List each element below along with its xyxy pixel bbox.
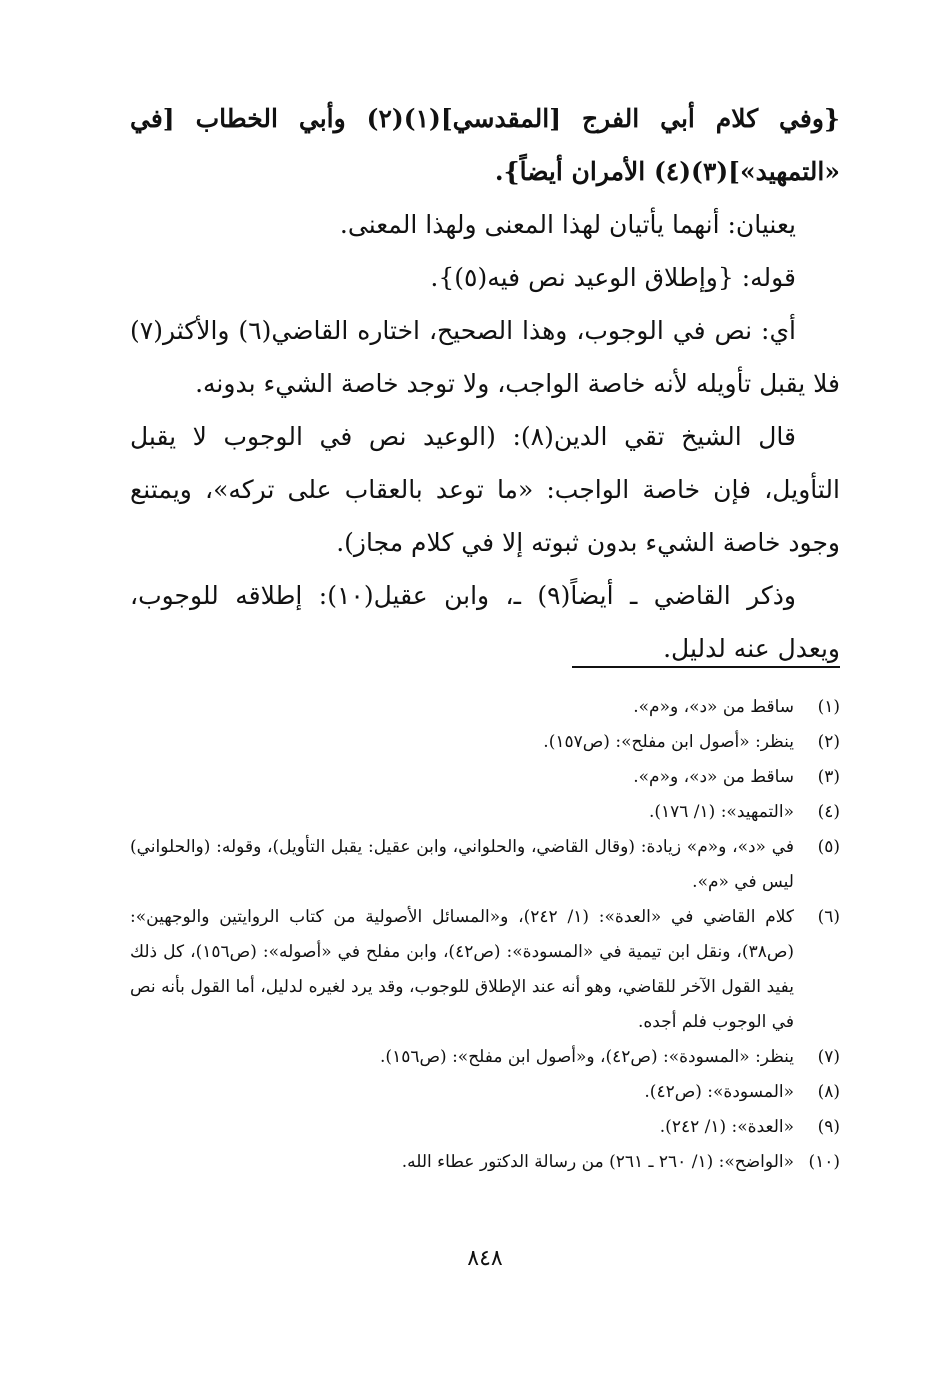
footnote-text: ساقط من «د»، و«م». <box>633 767 794 787</box>
footnote-text: «المسودة»: (ص٤٢). <box>644 1082 794 1102</box>
footnote-text: كلام القاضي في «العدة»: (١/ ٢٤٢)، و«المسائل الأصولية من كتاب الروايتين والوجهين»: (ص٣٨)، ونقل ابن تيمية في «المسودة»: (ص٤٢)، وابن مفلح في «أصوله»: (ص١٥٦)، كل ذلك يفيد القول الآخر للقاضي، وهو أنه عند الإطلاق للوجوب، وقد يرد لغيره لدليل، أما القول بأنه نص في الوجوب فلم أجده. <box>130 907 795 1032</box>
footnote-text: في «د»، و«م» زيادة: (وقال القاضي، والحلواني، وابن عقيل: يقبل التأويل)، وقوله: (والحلواني) ليس في «م». <box>130 837 794 892</box>
footnote-item <box>130 690 840 725</box>
footnote-separator <box>572 666 840 668</box>
footnote-text: «الواضح»: (١/ ٢٦٠ ـ ٢٦١) من رسالة الدكتور عطاء الله. <box>401 1152 794 1172</box>
footnote-item <box>130 1075 840 1110</box>
footnote-item <box>130 795 840 830</box>
footnote-item <box>130 1040 840 1075</box>
paragraph-5: قال الشيخ تقي الدين(٨): (الوعيد نص في الوجوب لا يقبل التأويل، فإن خاصة الواجب: «ما توعد بالعقاب على تركه»، ويمتنع وجود خاصة الشيء بدون ثبوته إلا في كلام مجاز). <box>130 422 840 557</box>
paragraph-2: يعنيان: أنهما يأتيان لهذا المعنى ولهذا المعنى. <box>339 210 796 239</box>
footnote-number: (٧) <box>817 1047 840 1067</box>
footnote-number: (١٠) <box>808 1152 840 1172</box>
paragraph-6: وذكر القاضي ـ أيضاً(٩) ـ، وابن عقيل(١٠): إطلاقه للوجوب، ويعدل عنه لدليل. <box>130 581 840 663</box>
footnote-number: (٥) <box>817 837 840 857</box>
footnote-item <box>130 725 840 760</box>
footnote-number: (٩) <box>817 1117 840 1137</box>
page-number: ٨٤٨ <box>467 1246 503 1271</box>
footnote-item <box>130 1110 840 1145</box>
footnote-text: ينظر: «أصول ابن مفلح»: (ص١٥٧). <box>543 732 794 752</box>
footnote-number: (٦) <box>817 907 840 927</box>
footnote-text: «العدة»: (١/ ٢٤٢). <box>659 1117 794 1137</box>
footnote-number: (٢) <box>817 732 840 752</box>
footnote-number: (٣) <box>817 767 840 787</box>
footnote-item <box>130 830 840 900</box>
footnote-text: ينظر: «المسودة»: (ص٤٢)، و«أصول ابن مفلح»: (ص١٥٦). <box>380 1047 794 1067</box>
book-page <box>130 92 840 1271</box>
footnote-number: (٤) <box>817 802 840 822</box>
footnote-number: (١) <box>817 697 840 717</box>
footnote-item <box>130 900 840 1040</box>
footnote-number: (٨) <box>817 1082 840 1102</box>
footnote-text: ساقط من «د»، و«م». <box>633 697 794 717</box>
footnote-text: «التمهيد»: (١/ ١٧٦). <box>648 802 794 822</box>
paragraph-3: قوله: {وإطلاق الوعيد نص فيه(٥)}. <box>430 263 796 292</box>
paragraph-1: {وفي كلام أبي الفرج [المقدسي](١)(٢) وأبي الخطاب [في «التمهيد»](٣)(٤) الأمران أيضاً}. <box>130 104 840 186</box>
footnotes <box>130 690 840 1180</box>
main-text <box>130 92 840 675</box>
footnote-item <box>130 760 840 795</box>
paragraph-4: أي: نص في الوجوب، وهذا الصحيح، اختاره القاضي(٦) والأكثر(٧) فلا يقبل تأويله لأنه خاصة الواجب، ولا توجد خاصة الشيء بدونه. <box>130 316 840 398</box>
footnote-item <box>130 1145 840 1180</box>
